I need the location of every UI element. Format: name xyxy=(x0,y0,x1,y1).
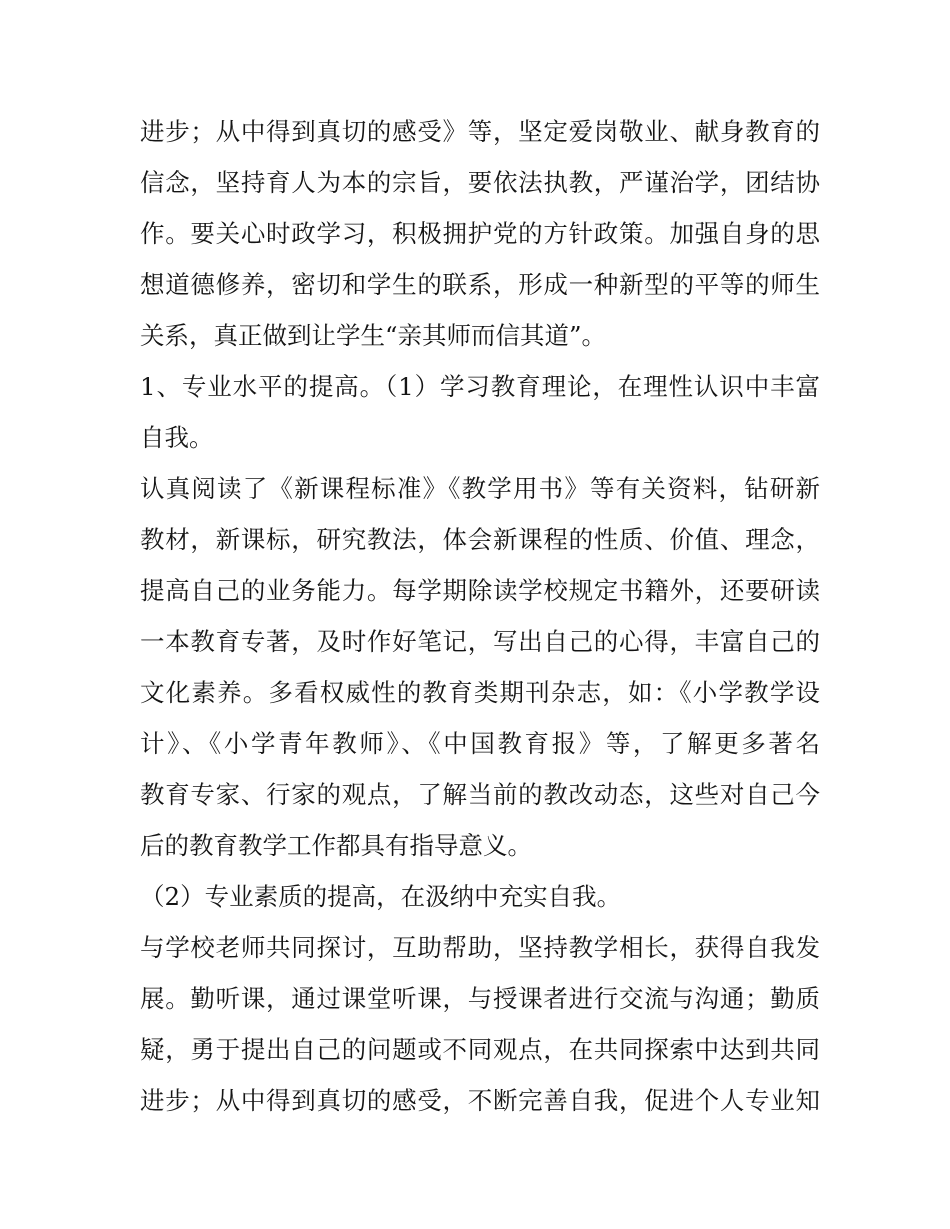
text-line: 进步；从中得到真切的感受，不断完善自我，促进个人专业知 xyxy=(140,1086,820,1115)
text-line: 教育专家、行家的观点，了解当前的教改动态，这些对自己今 xyxy=(140,780,820,809)
paragraph-3 xyxy=(140,463,820,871)
text-line: 一本教育专著，及时作好笔记，写出自己的心得，丰富自己的 xyxy=(140,627,820,656)
text-line: 计》、《小学青年教师》、《中国教育报》等，了解更多著名 xyxy=(140,729,820,758)
document-body xyxy=(140,106,820,1126)
paragraph-1 xyxy=(140,106,820,361)
text-line: 1、专业水平的提高。（1）学习教育理论，在理性认识中丰富 xyxy=(140,372,820,401)
text-line: 疑，勇于提出自己的问题或不同观点，在共同探索中达到共同 xyxy=(140,1035,820,1064)
text-line: 想道德修养，密切和学生的联系，形成一种新型的平等的师生 xyxy=(140,270,820,299)
text-line: 教材，新课标，研究教法，体会新课程的性质、价值、理念， xyxy=(140,525,820,554)
paragraph-5 xyxy=(140,922,820,1126)
text-line: 进步；从中得到真切的感受》等，坚定爱岗敬业、献身教育的 xyxy=(140,117,820,146)
text-line: 展。勤听课，通过课堂听课，与授课者进行交流与沟通；勤质 xyxy=(140,984,820,1013)
text-line: 后的教育教学工作都具有指导意义。 xyxy=(140,831,532,860)
text-line: 作。要关心时政学习，积极拥护党的方针政策。加强自身的思 xyxy=(140,219,820,248)
text-line: 提高自己的业务能力。每学期除读学校规定书籍外，还要研读 xyxy=(140,576,820,605)
text-line: 信念，坚持育人为本的宗旨，要依法执教，严谨治学，团结协 xyxy=(140,168,820,197)
text-line: 关系，真正做到让学生“亲其师而信其道”。 xyxy=(140,321,607,350)
text-line: 认真阅读了《新课程标准》《教学用书》等有关资料，钻研新 xyxy=(140,474,820,503)
text-line: 自我。 xyxy=(140,423,214,452)
text-line: 文化素养。多看权威性的教育类期刊杂志，如：《小学教学设 xyxy=(140,678,820,707)
paragraph-4 xyxy=(140,871,820,922)
text-line: 与学校老师共同探讨，互助帮助，坚持教学相长，获得自我发 xyxy=(140,933,820,962)
paragraph-2 xyxy=(140,361,820,463)
text-line: （2）专业素质的提高，在汲纳中充实自我。 xyxy=(140,882,622,911)
